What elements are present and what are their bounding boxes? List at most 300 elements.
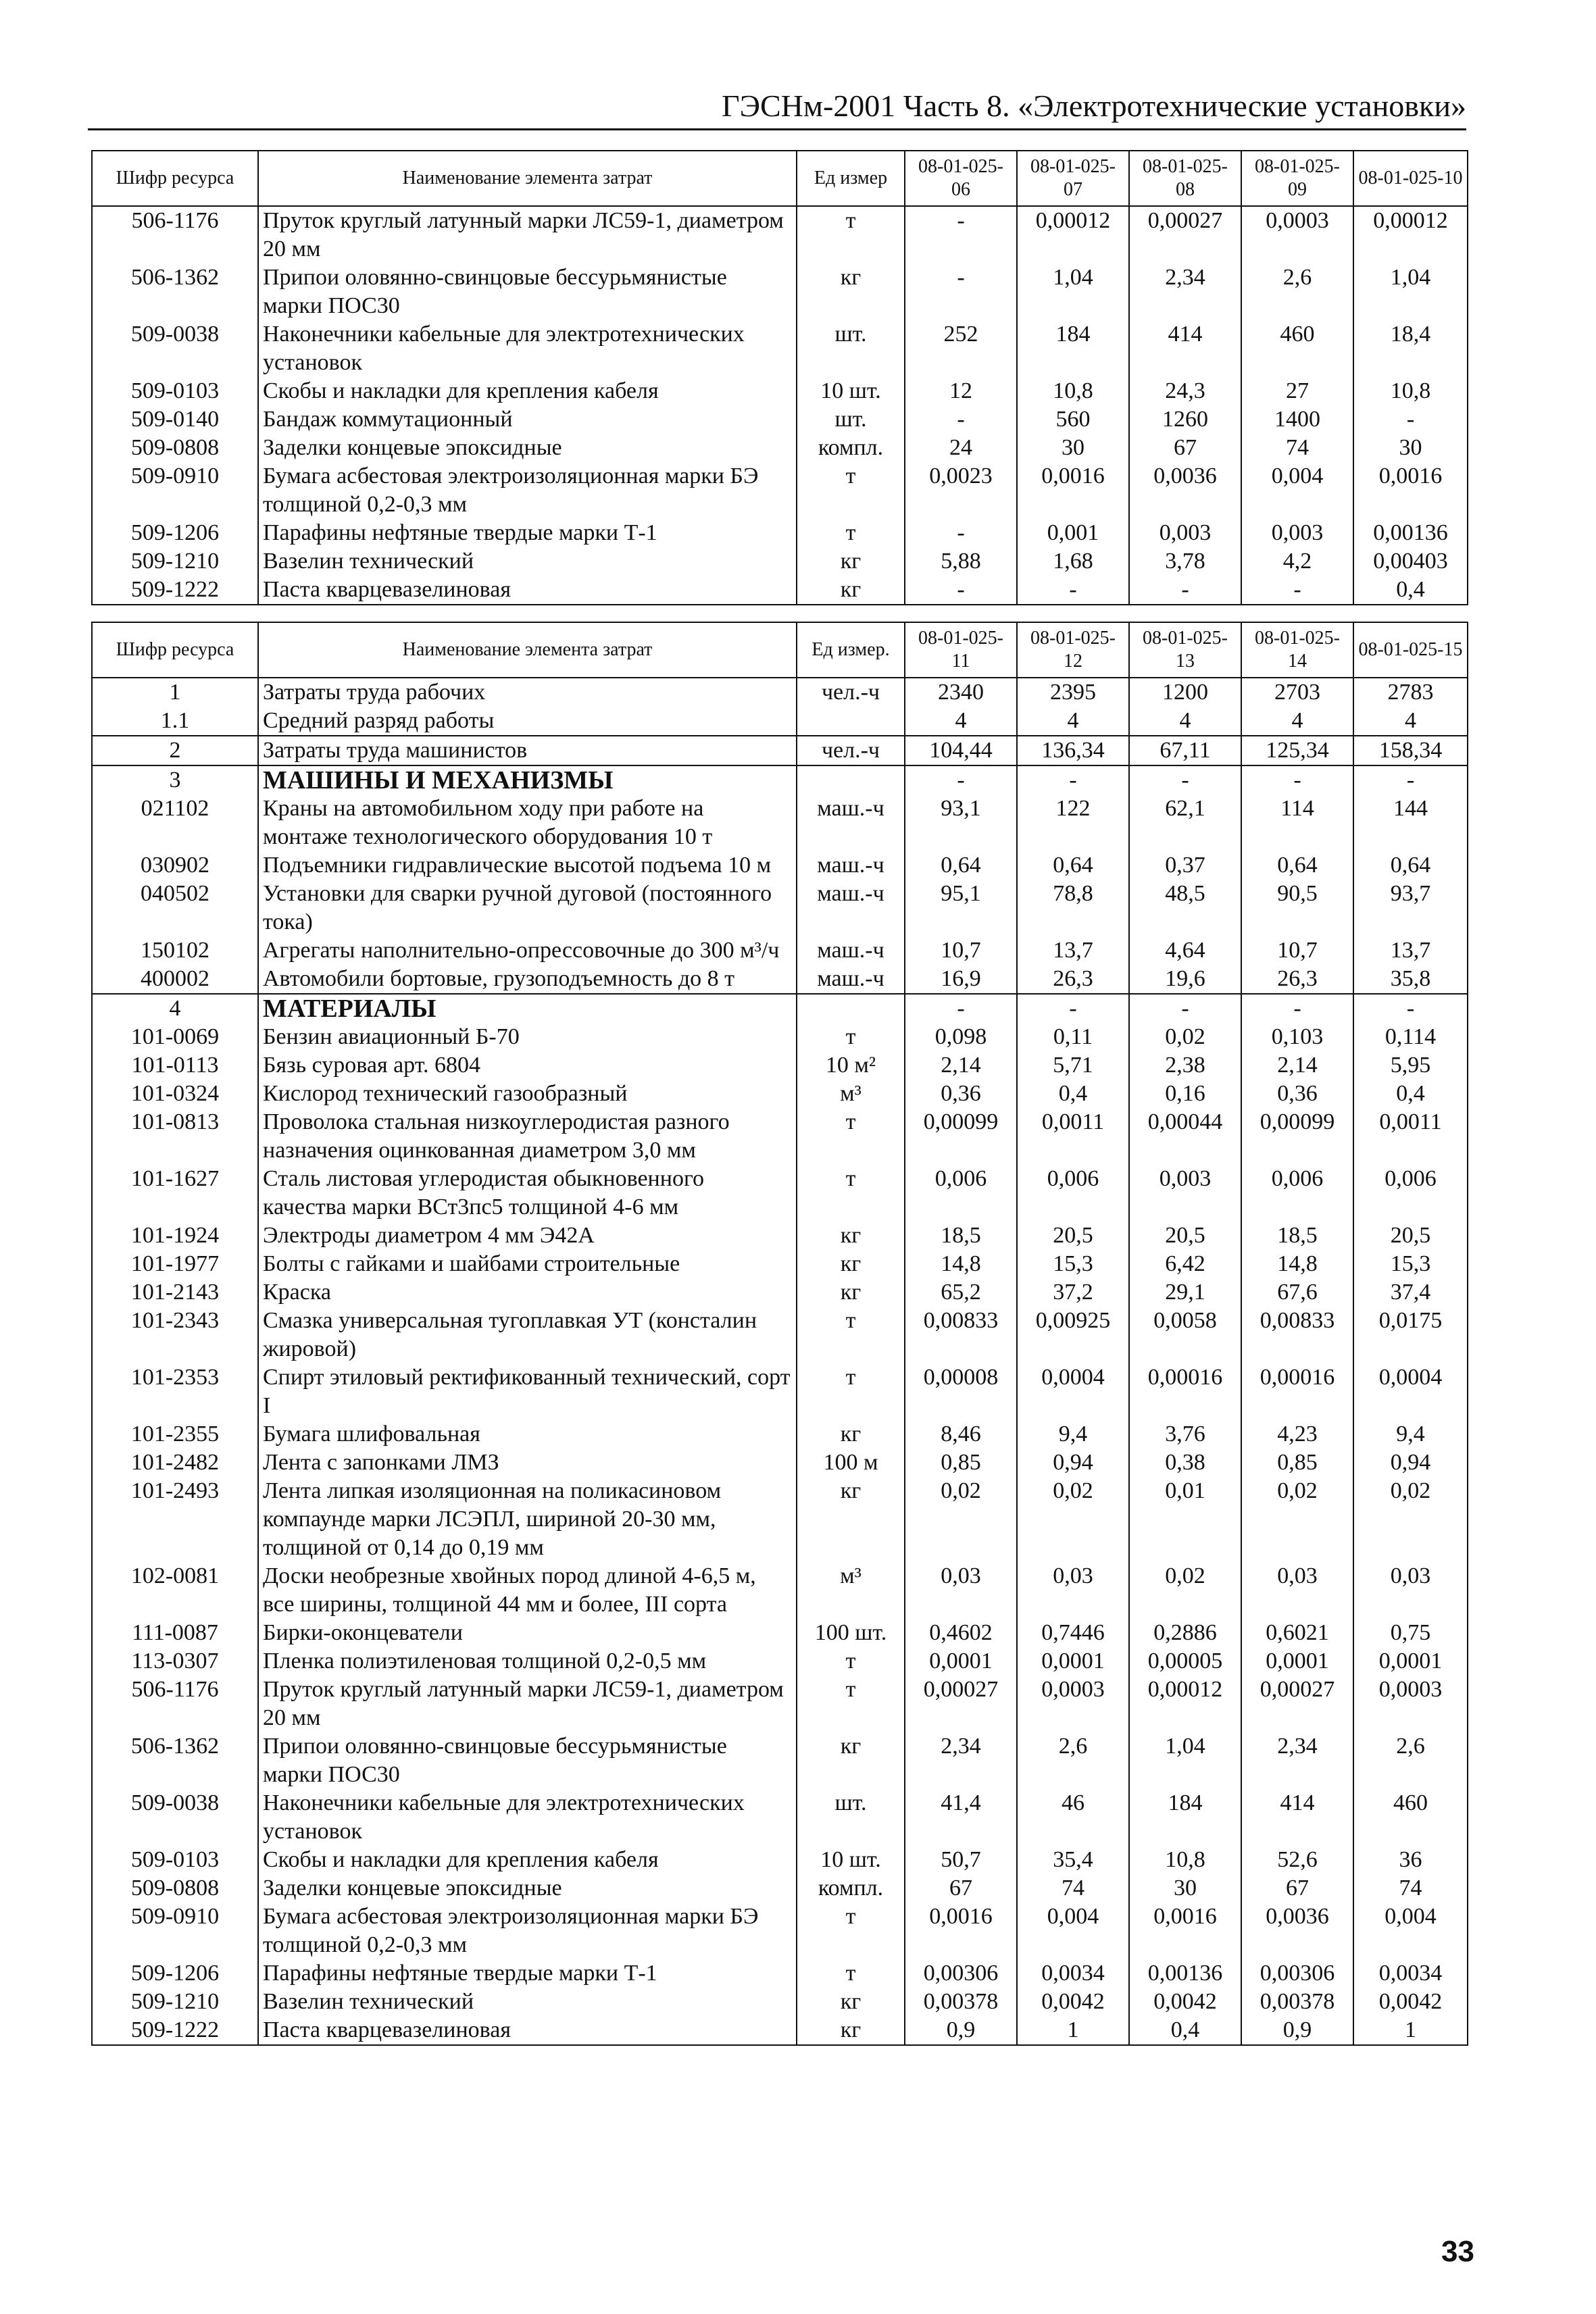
unit-cell: 10 шт. [797,377,905,405]
value-cell: 74 [1241,434,1353,462]
unit-cell: маш.-ч [797,936,905,965]
value-cell: 0,098 [905,1023,1017,1051]
value-cell: 136,34 [1017,736,1129,765]
resource-code-cell: 101-0113 [92,1051,258,1080]
value-cell: 0,0003 [1353,1676,1468,1732]
value-cell: 2,6 [1353,1732,1468,1789]
resource-code-cell: 101-2493 [92,1477,258,1562]
value-cell: 18,5 [905,1222,1017,1250]
table-row [92,434,1468,462]
cost-item-name-cell: Парафины нефтяные твердые марки Т-1 [258,519,797,547]
cost-item-name-cell: Агрегаты наполнительно-опрессовочные до 300 м³/ч [258,936,797,965]
unit-cell: т [797,1676,905,1732]
value-cell: 0,00012 [1353,206,1468,263]
cost-item-name-cell: Вазелин технический [258,1988,797,2016]
resource-code-cell: 506-1176 [92,206,258,263]
table-row [92,1165,1468,1222]
value-cell: 74 [1017,1874,1129,1903]
value-cell: - [1353,765,1468,795]
value-cell: 26,3 [1241,965,1353,994]
value-cell: 0,02 [1017,1477,1129,1562]
value-cell: 4 [1017,707,1129,736]
value-cell: 0,64 [905,851,1017,880]
table-row [92,1676,1468,1732]
unit-cell: т [797,1363,905,1420]
resource-code-cell: 101-2355 [92,1420,258,1449]
value-cell: 0,9 [905,2016,1017,2045]
value-cell: 2,6 [1017,1732,1129,1789]
value-cell: 0,0034 [1353,1959,1468,1988]
cost-item-name-cell: Кислород технический газообразный [258,1080,797,1108]
table-row [92,263,1468,320]
table-row [92,880,1468,936]
table-row [92,736,1468,765]
value-cell: 0,0011 [1353,1108,1468,1165]
value-cell: 4 [905,707,1017,736]
column-header-c4: 08-01-025-09 [1241,151,1353,206]
value-cell: 0,003 [1241,519,1353,547]
value-cell: 0,0004 [1017,1363,1129,1420]
value-cell: 35,8 [1353,965,1468,994]
cost-item-name-cell: Паста кварцевазелиновая [258,576,797,605]
value-cell: 1,04 [1353,263,1468,320]
value-cell: 0,7446 [1017,1619,1129,1647]
value-cell: 184 [1129,1789,1241,1846]
value-cell: 0,02 [905,1477,1017,1562]
unit-cell: шт. [797,1789,905,1846]
resource-code-cell: 506-1362 [92,263,258,320]
cost-item-name-cell: Наконечники кабельные для электротехнических установок [258,1789,797,1846]
resource-code-cell: 509-0910 [92,1903,258,1959]
resource-code-cell: 509-0808 [92,434,258,462]
value-cell: 0,00306 [1241,1959,1353,1988]
resource-code-cell: 509-0038 [92,320,258,377]
value-cell: 2703 [1241,678,1353,707]
value-cell: 144 [1353,795,1468,851]
unit-cell: т [797,1108,905,1165]
value-cell: 1260 [1129,405,1241,434]
value-cell: 0,00099 [1241,1108,1353,1165]
cost-item-name-cell: Вазелин технический [258,547,797,576]
unit-cell: кг [797,1420,905,1449]
table-row [92,678,1468,707]
value-cell: 35,4 [1017,1846,1129,1874]
value-cell: 0,03 [905,1562,1017,1619]
value-cell: 62,1 [1129,795,1241,851]
value-cell: 4,23 [1241,1420,1353,1449]
resource-code-cell: 509-1206 [92,1959,258,1988]
value-cell: 0,00833 [1241,1307,1353,1363]
unit-cell: кг [797,547,905,576]
value-cell: 2395 [1017,678,1129,707]
unit-cell: т [797,206,905,263]
column-header-c5: 08-01-025-10 [1353,151,1468,206]
resource-code-cell: 040502 [92,880,258,936]
table-header-row [92,622,1468,678]
value-cell: - [905,405,1017,434]
column-header-name: Наименование элемента затрат [258,622,797,678]
value-cell: 20,5 [1017,1222,1129,1250]
value-cell: 0,0058 [1129,1307,1241,1363]
value-cell: 48,5 [1129,880,1241,936]
table-row [92,1420,1468,1449]
value-cell: 0,0016 [905,1903,1017,1959]
value-cell: 0,94 [1017,1449,1129,1477]
resource-code-cell: 506-1176 [92,1676,258,1732]
value-cell: 14,8 [1241,1250,1353,1278]
value-cell: 3,76 [1129,1420,1241,1449]
value-cell: 0,0011 [1017,1108,1129,1165]
resource-code-cell: 509-1206 [92,519,258,547]
value-cell: 0,38 [1129,1449,1241,1477]
unit-cell: т [797,1023,905,1051]
value-cell: 65,2 [905,1278,1017,1307]
table-row [92,1222,1468,1250]
value-cell: 1400 [1241,405,1353,434]
resource-code-cell: 030902 [92,851,258,880]
value-cell: 0,0003 [1017,1676,1129,1732]
value-cell: 0,0003 [1241,206,1353,263]
value-cell: 2783 [1353,678,1468,707]
value-cell: 0,37 [1129,851,1241,880]
table-row [92,1278,1468,1307]
resource-code-cell: 101-2343 [92,1307,258,1363]
table-row [92,576,1468,605]
cost-item-name-cell: Электроды диаметром 4 мм Э42А [258,1222,797,1250]
table-row [92,462,1468,519]
table-row [92,1789,1468,1846]
table-row [92,1051,1468,1080]
value-cell: 9,4 [1017,1420,1129,1449]
value-cell: 10,7 [905,936,1017,965]
value-cell: 0,00027 [1241,1676,1353,1732]
cost-item-name-cell: Краска [258,1278,797,1307]
value-cell: 2,34 [1241,1732,1353,1789]
table-row [92,851,1468,880]
unit-cell: 10 шт. [797,1846,905,1874]
table-row [92,2016,1468,2045]
value-cell: 13,7 [1353,936,1468,965]
value-cell: - [905,263,1017,320]
value-cell: 0,4 [1129,2016,1241,2045]
value-cell: 0,0004 [1353,1363,1468,1420]
value-cell: 0,00099 [905,1108,1017,1165]
value-cell: 37,4 [1353,1278,1468,1307]
unit-cell: компл. [797,1874,905,1903]
value-cell: - [1017,994,1129,1023]
table-row [92,1307,1468,1363]
value-cell: 0,2886 [1129,1619,1241,1647]
value-cell: - [1017,765,1129,795]
value-cell: 0,004 [1017,1903,1129,1959]
value-cell: 0,0036 [1241,1903,1353,1959]
value-cell: 10,8 [1017,377,1129,405]
resource-code-cell: 400002 [92,965,258,994]
value-cell: 0,00136 [1129,1959,1241,1988]
value-cell: 0,0001 [1353,1647,1468,1676]
value-cell: 2,6 [1241,263,1353,320]
unit-cell: кг [797,576,905,605]
value-cell: 0,0016 [1017,462,1129,519]
value-cell: 0,004 [1353,1903,1468,1959]
value-cell: - [1353,994,1468,1023]
value-cell: 0,64 [1353,851,1468,880]
value-cell: 0,00016 [1129,1363,1241,1420]
unit-cell: компл. [797,434,905,462]
cost-item-name-cell: Средний разряд работы [258,707,797,736]
value-cell: - [1017,576,1129,605]
unit-cell: маш.-ч [797,965,905,994]
value-cell: 27 [1241,377,1353,405]
value-cell: 0,001 [1017,519,1129,547]
value-cell: 0,02 [1129,1562,1241,1619]
value-cell: 4 [1129,707,1241,736]
unit-cell: маш.-ч [797,795,905,851]
value-cell: 52,6 [1241,1846,1353,1874]
value-cell: 67 [1241,1874,1353,1903]
value-cell: 0,0001 [905,1647,1017,1676]
unit-cell: маш.-ч [797,851,905,880]
cost-item-name-cell: Припои оловянно-свинцовые бессурьмянистые марки ПОС30 [258,1732,797,1789]
cost-item-name-cell: МАШИНЫ И МЕХАНИЗМЫ [258,765,797,795]
column-header-c3: 08-01-025-08 [1129,151,1241,206]
value-cell: 0,0036 [1129,462,1241,519]
unit-cell: 10 м² [797,1051,905,1080]
resource-code-cell: 101-1924 [92,1222,258,1250]
cost-item-name-cell: Смазка универсальная тугоплавкая УТ (консталин жировой) [258,1307,797,1363]
table-row [92,1874,1468,1903]
value-cell: 2,34 [905,1732,1017,1789]
value-cell: 0,02 [1241,1477,1353,1562]
value-cell: 0,85 [1241,1449,1353,1477]
value-cell: 0,00378 [1241,1988,1353,2016]
value-cell: 5,95 [1353,1051,1468,1080]
cost-item-name-cell: Скобы и накладки для крепления кабеля [258,377,797,405]
value-cell: 0,03 [1017,1562,1129,1619]
value-cell: 0,004 [1241,462,1353,519]
value-cell: - [905,206,1017,263]
value-cell: 12 [905,377,1017,405]
value-cell: 0,4 [1353,1080,1468,1108]
column-header-code: Шифр ресурса [92,622,258,678]
table-header-row [92,151,1468,206]
column-header-c1: 08-01-025-11 [905,622,1017,678]
cost-item-name-cell: Бензин авиационный Б-70 [258,1023,797,1051]
value-cell: 0,02 [1129,1023,1241,1051]
cost-item-name-cell: Бумага асбестовая электроизоляционная марки БЭ толщиной 0,2-0,3 мм [258,462,797,519]
table-row [92,1732,1468,1789]
value-cell: 19,6 [1129,965,1241,994]
cost-item-name-cell: Бумага асбестовая электроизоляционная марки БЭ толщиной 0,2-0,3 мм [258,1903,797,1959]
value-cell: 1200 [1129,678,1241,707]
value-cell: 41,4 [905,1789,1017,1846]
value-cell: 0,4602 [905,1619,1017,1647]
value-cell: 78,8 [1017,880,1129,936]
value-cell: - [1241,994,1353,1023]
column-header-c5: 08-01-025-15 [1353,622,1468,678]
table-row [92,795,1468,851]
cost-item-name-cell: Бумага шлифовальная [258,1420,797,1449]
unit-cell: чел.-ч [797,736,905,765]
unit-cell: кг [797,1732,905,1789]
unit-cell [797,765,905,795]
value-cell: 90,5 [1241,880,1353,936]
value-cell: 0,00027 [1129,206,1241,263]
value-cell: 29,1 [1129,1278,1241,1307]
value-cell: 0,94 [1353,1449,1468,1477]
cost-item-name-cell: Спирт этиловый ректификованный технический, сорт I [258,1363,797,1420]
cost-item-name-cell: Лента с запонками ЛМЗ [258,1449,797,1477]
value-cell: 0,00012 [1017,206,1129,263]
resource-table-2 [91,622,1468,2046]
value-cell: 2,14 [905,1051,1017,1080]
table-row [92,1108,1468,1165]
value-cell: 26,3 [1017,965,1129,994]
value-cell: 37,2 [1017,1278,1129,1307]
page-header: ГЭСНм-2001 Часть 8. «Электротехнические установки» [88,86,1466,130]
unit-cell: т [797,1647,905,1676]
resource-code-cell: 021102 [92,795,258,851]
value-cell: 0,006 [1241,1165,1353,1222]
value-cell: 0,0042 [1353,1988,1468,2016]
column-header-code: Шифр ресурса [92,151,258,206]
value-cell: - [1241,765,1353,795]
value-cell: 2340 [905,678,1017,707]
cost-item-name-cell: Скобы и накладки для крепления кабеля [258,1846,797,1874]
value-cell: 0,03 [1241,1562,1353,1619]
table-row [92,1449,1468,1477]
value-cell: 0,006 [1017,1165,1129,1222]
value-cell: 0,003 [1129,1165,1241,1222]
value-cell: 125,34 [1241,736,1353,765]
resource-code-cell: 101-0069 [92,1023,258,1051]
value-cell: 8,46 [905,1420,1017,1449]
value-cell: 20,5 [1129,1222,1241,1250]
value-cell: 0,0042 [1129,1988,1241,2016]
resource-code-cell: 150102 [92,936,258,965]
table-row [92,206,1468,263]
unit-cell: т [797,1903,905,1959]
value-cell: 46 [1017,1789,1129,1846]
value-cell: 4 [1353,707,1468,736]
value-cell: 0,03 [1353,1562,1468,1619]
resource-code-cell: 1 [92,678,258,707]
value-cell: 0,0016 [1129,1903,1241,1959]
table-row [92,1619,1468,1647]
table-row [92,1250,1468,1278]
table-row [92,994,1468,1023]
table-row [92,1023,1468,1051]
value-cell: 414 [1129,320,1241,377]
resource-code-cell: 509-1222 [92,576,258,605]
value-cell: 2,34 [1129,263,1241,320]
value-cell: - [905,994,1017,1023]
cost-item-name-cell: Пленка полиэтиленовая толщиной 0,2-0,5 мм [258,1647,797,1676]
column-header-c2: 08-01-025-12 [1017,622,1129,678]
resource-code-cell: 102-0081 [92,1562,258,1619]
value-cell: 122 [1017,795,1129,851]
table-row [92,1080,1468,1108]
cost-item-name-cell: Проволока стальная низкоуглеродистая разного назначения оцинкованная диаметром 3,0 мм [258,1108,797,1165]
value-cell: 0,00136 [1353,519,1468,547]
value-cell: 0,0042 [1017,1988,1129,2016]
resource-code-cell: 509-1222 [92,2016,258,2045]
value-cell: 16,9 [905,965,1017,994]
unit-cell: кг [797,1250,905,1278]
unit-cell [797,994,905,1023]
unit-cell: 100 шт. [797,1619,905,1647]
table-row [92,1562,1468,1619]
value-cell: 0,003 [1129,519,1241,547]
value-cell: 0,0001 [1017,1647,1129,1676]
unit-cell [797,707,905,736]
value-cell: 30 [1017,434,1129,462]
value-cell: 0,75 [1353,1619,1468,1647]
value-cell: 2,14 [1241,1051,1353,1080]
resource-code-cell: 509-0140 [92,405,258,434]
value-cell: 0,006 [905,1165,1017,1222]
value-cell: 114 [1241,795,1353,851]
value-cell: 15,3 [1353,1250,1468,1278]
resource-table-1 [91,150,1468,605]
value-cell: 5,71 [1017,1051,1129,1080]
unit-cell: кг [797,263,905,320]
cost-item-name-cell: Пруток круглый латунный марки ЛС59-1, диаметром 20 мм [258,1676,797,1732]
value-cell: 36 [1353,1846,1468,1874]
table-row [92,1988,1468,2016]
value-cell: 0,85 [905,1449,1017,1477]
column-header-c3: 08-01-025-13 [1129,622,1241,678]
table-row [92,965,1468,994]
table-row [92,1959,1468,1988]
value-cell: - [1353,405,1468,434]
value-cell: 0,6021 [1241,1619,1353,1647]
table-row [92,1477,1468,1562]
table-row [92,1903,1468,1959]
table-row [92,765,1468,795]
value-cell: 93,7 [1353,880,1468,936]
value-cell: 0,00027 [905,1676,1017,1732]
value-cell: 24,3 [1129,377,1241,405]
value-cell: 4 [1241,707,1353,736]
value-cell: 67 [905,1874,1017,1903]
value-cell: 18,5 [1241,1222,1353,1250]
table-row [92,1647,1468,1676]
value-cell: 3,78 [1129,547,1241,576]
value-cell: 414 [1241,1789,1353,1846]
value-cell: 0,0001 [1241,1647,1353,1676]
resource-code-cell: 113-0307 [92,1647,258,1676]
unit-cell: т [797,519,905,547]
unit-cell: т [797,462,905,519]
value-cell: 30 [1129,1874,1241,1903]
column-header-c2: 08-01-025-07 [1017,151,1129,206]
value-cell: 460 [1241,320,1353,377]
value-cell: 0,00044 [1129,1108,1241,1165]
table-row [92,936,1468,965]
value-cell: 1,04 [1017,263,1129,320]
resource-code-cell: 509-1210 [92,547,258,576]
resource-code-cell: 101-2143 [92,1278,258,1307]
cost-item-name-cell: Парафины нефтяные твердые марки Т-1 [258,1959,797,1988]
column-header-c4: 08-01-025-14 [1241,622,1353,678]
value-cell: 0,9 [1241,2016,1353,2045]
value-cell: 95,1 [905,880,1017,936]
cost-item-name-cell: Затраты труда рабочих [258,678,797,707]
cost-item-name-cell: Автомобили бортовые, грузоподъемность до 8 т [258,965,797,994]
resource-code-cell: 509-0910 [92,462,258,519]
cost-item-name-cell: Лента липкая изоляционная на поликасиновом компаунде марки ЛСЭПЛ, шириной 20-30 мм, толщиной от 0,14 до 0,19 мм [258,1477,797,1562]
